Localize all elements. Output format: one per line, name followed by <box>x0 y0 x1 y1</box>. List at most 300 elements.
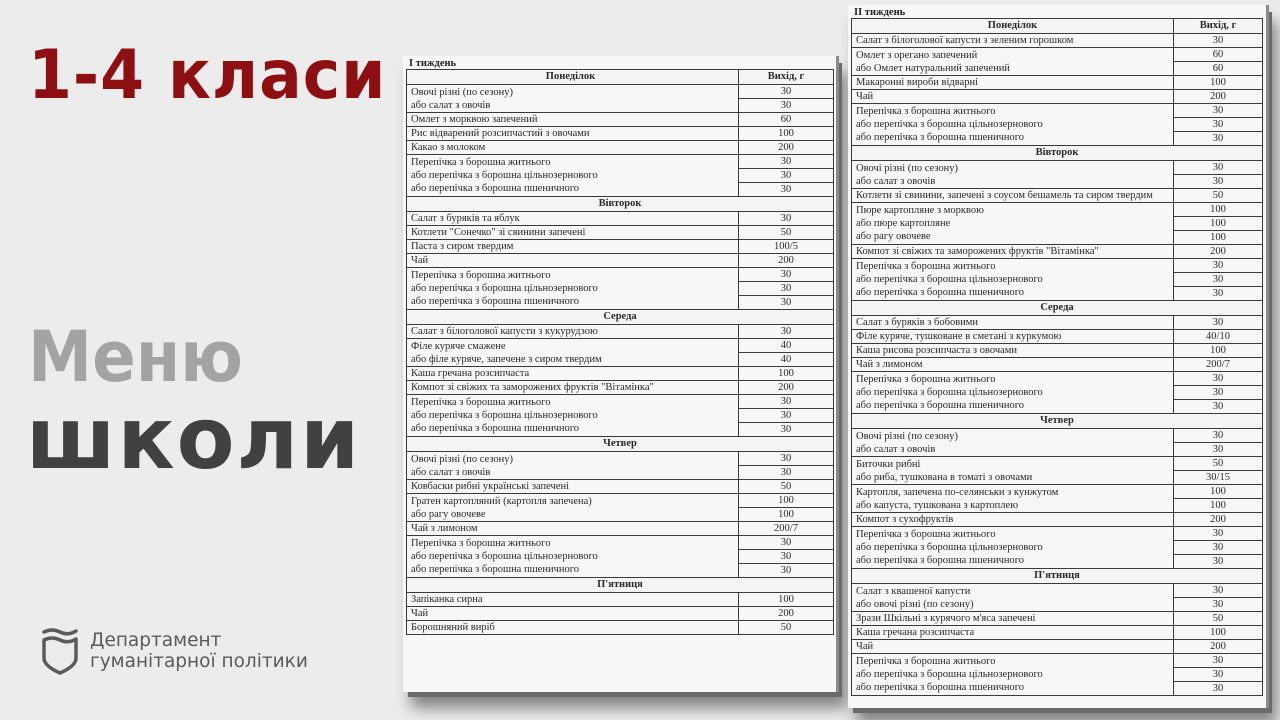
dish-cell <box>852 429 1174 457</box>
table-row <box>407 85 834 113</box>
dish-name: Чай <box>411 608 429 619</box>
dish-name: Ковбаски рибні українські запечені <box>411 481 569 492</box>
dish-name: Філе куряче смажене <box>411 340 506 352</box>
portion-grams: 30 <box>1174 442 1262 456</box>
dish-name: Овочі різні (по сезону) <box>411 453 514 465</box>
table-row <box>852 161 1263 189</box>
qty-column-header: Вихід, г <box>739 70 834 85</box>
dish-name: або салат з овочів <box>411 466 491 478</box>
dish-name: або перепічка з борошна цільнозернового <box>856 669 1043 680</box>
dish-cell <box>852 654 1174 696</box>
portion-grams: 30 <box>780 396 792 407</box>
portion-cell <box>739 522 834 536</box>
dish-name: Перепічка з борошна житнього <box>856 529 996 540</box>
portion-cell <box>739 593 834 607</box>
dish-cell <box>852 527 1174 569</box>
portion-grams: 30 <box>1212 317 1224 328</box>
table-row <box>407 367 834 381</box>
portion-grams: 30 <box>1174 597 1262 611</box>
portion-grams: 200 <box>778 382 794 393</box>
dish-name: Овочі різні (по сезону) <box>411 86 514 98</box>
day-name: Четвер <box>852 414 1263 429</box>
week1-menu-table <box>406 69 834 635</box>
portion-grams: 30 <box>780 537 792 548</box>
portion-cell <box>1174 34 1263 48</box>
portion-cell <box>739 325 834 339</box>
table-row <box>407 522 834 536</box>
dish-name: або пюре картопляне <box>856 218 951 229</box>
portion-cell <box>1174 654 1263 696</box>
shield-icon <box>40 626 80 676</box>
table-row <box>407 381 834 395</box>
portion-grams: 30 <box>739 563 833 577</box>
table-row <box>852 626 1263 640</box>
portion-grams: 100 <box>778 495 794 506</box>
table-row <box>852 457 1263 485</box>
portion-grams: 200 <box>778 142 794 153</box>
dish-cell <box>852 34 1174 48</box>
table-row <box>852 259 1263 301</box>
portion-cell <box>739 85 834 113</box>
portion-grams: 100/5 <box>774 241 798 252</box>
dish-name: або перепічка з борошна пшеничного <box>411 423 580 434</box>
portion-grams: 200 <box>778 255 794 266</box>
portion-grams: 30 <box>1174 540 1262 554</box>
dish-name: або салат з овочів <box>856 175 936 187</box>
dish-name: або перепічка з борошна пшеничного <box>856 132 1025 143</box>
portion-cell <box>1174 161 1263 189</box>
portion-grams: 30 <box>1212 430 1224 441</box>
dish-name: Каша рисова розсипчаста з овочами <box>856 345 1018 356</box>
portion-cell <box>1174 203 1263 245</box>
portion-cell <box>1174 429 1263 457</box>
table-row <box>407 113 834 127</box>
portion-grams: 100 <box>778 368 794 379</box>
portion-grams: 30 <box>1174 117 1262 131</box>
portion-grams: 200 <box>1210 91 1226 102</box>
table-row <box>852 330 1263 344</box>
portion-grams: 60 <box>1174 61 1262 75</box>
table-row <box>852 189 1263 203</box>
day-header-row <box>407 70 834 85</box>
portion-grams: 200/7 <box>774 523 798 534</box>
dish-cell <box>407 480 739 494</box>
dish-name: Рис відварений розсипчастий з овочами <box>411 128 590 139</box>
portion-cell <box>739 621 834 635</box>
portion-grams: 30 <box>1174 667 1262 681</box>
dish-name: або перепічка з борошна цільнозернового <box>856 387 1043 398</box>
table-row <box>407 268 834 310</box>
portion-grams: 30 <box>1212 585 1224 596</box>
table-row <box>407 141 834 155</box>
dish-name: Зрази Шкільні з курячого м'яса запечені <box>856 613 1036 624</box>
dish-cell <box>852 90 1174 104</box>
dish-name: або капуста, тушкована з картоплею <box>856 499 1019 511</box>
day-name: Понеділок <box>852 19 1174 34</box>
dish-name: Салат з білоголової капусти з кукурудзою <box>411 326 598 337</box>
dish-name: або філе куряче, запечене з сиром твердим <box>411 353 602 365</box>
portion-cell <box>1174 640 1263 654</box>
dish-name: Котлети зі свинини, запечені з соусом бешамель та сиром твердим <box>856 190 1153 201</box>
dish-cell <box>852 259 1174 301</box>
portion-grams: 30 <box>1174 681 1262 695</box>
dish-cell <box>852 104 1174 146</box>
dish-cell <box>407 85 739 113</box>
portion-grams: 30 <box>1174 174 1262 188</box>
portion-cell <box>739 113 834 127</box>
portion-grams: 30 <box>1174 385 1262 399</box>
portion-grams: 30 <box>780 86 792 97</box>
dish-name: або рагу овочеве <box>856 231 931 242</box>
dish-cell <box>852 372 1174 414</box>
portion-cell <box>739 536 834 578</box>
portion-cell <box>739 607 834 621</box>
portion-grams: 50 <box>780 227 792 238</box>
dish-name: або перепічка з борошна пшеничного <box>856 555 1025 566</box>
portion-cell <box>1174 48 1263 76</box>
portion-grams: 200 <box>1210 246 1226 257</box>
portion-grams: 50 <box>1212 613 1224 624</box>
table-row <box>852 429 1263 457</box>
portion-grams: 30 <box>780 453 792 464</box>
portion-cell <box>739 367 834 381</box>
dish-cell <box>407 593 739 607</box>
dish-cell <box>852 640 1174 654</box>
dish-cell <box>852 457 1174 485</box>
portion-cell <box>1174 316 1263 330</box>
day-name: Середа <box>852 301 1263 316</box>
dish-name: Чай з лимоном <box>856 359 923 370</box>
dish-cell <box>407 254 739 268</box>
portion-grams: 100 <box>739 507 833 521</box>
day-name: П'ятниця <box>852 569 1263 584</box>
portion-grams: 30 <box>739 408 833 422</box>
portion-grams: 30 <box>739 98 833 112</box>
portion-cell <box>739 339 834 367</box>
dish-cell <box>407 621 739 635</box>
dish-name: або перепічка з борошна цільнозернового <box>411 551 598 562</box>
table-row <box>852 654 1263 696</box>
portion-grams: 30 <box>739 168 833 182</box>
portion-cell <box>1174 612 1263 626</box>
portion-cell <box>739 395 834 437</box>
table-row <box>407 155 834 197</box>
qty-column-header: Вихід, г <box>1174 19 1263 34</box>
dish-cell <box>407 268 739 310</box>
table-row <box>407 127 834 141</box>
portion-cell <box>1174 344 1263 358</box>
week2-menu-table <box>851 18 1263 696</box>
dish-name: Перепічка з борошна житнього <box>411 157 551 168</box>
dish-cell <box>852 48 1174 76</box>
dish-name: Компот з сухофруктів <box>856 514 954 525</box>
day-header-row <box>407 197 834 212</box>
dish-name: Пюре картопляне з морквою <box>856 205 984 216</box>
dish-name: або перепічка з борошна цільнозернового <box>856 119 1043 130</box>
dish-name: Омлет з морквою запечений <box>411 114 538 125</box>
day-header-row <box>852 301 1263 316</box>
portion-grams: 200 <box>1210 514 1226 525</box>
portion-cell <box>739 254 834 268</box>
portion-grams: 40 <box>780 340 792 351</box>
dish-cell <box>407 395 739 437</box>
day-header-row <box>407 310 834 325</box>
portion-grams: 30 <box>1174 554 1262 568</box>
table-row <box>407 621 834 635</box>
portion-cell <box>1174 485 1263 513</box>
day-name: П'ятниця <box>407 578 834 593</box>
dish-name: або перепічка з борошна пшеничного <box>411 296 580 307</box>
portion-grams: 30 <box>780 156 792 167</box>
portion-grams: 50 <box>1212 190 1224 201</box>
dish-name: Чай <box>856 641 874 652</box>
dish-cell <box>407 226 739 240</box>
portion-cell <box>739 268 834 310</box>
table-row <box>852 584 1263 612</box>
table-row <box>852 513 1263 527</box>
portion-cell <box>1174 259 1263 301</box>
dish-name: Борошняний виріб <box>411 622 495 633</box>
portion-grams: 30 <box>739 465 833 479</box>
portion-grams: 30 <box>739 549 833 563</box>
dish-cell <box>852 344 1174 358</box>
dish-name: або перепічка з борошна цільнозернового <box>411 283 598 294</box>
table-row <box>407 480 834 494</box>
portion-cell <box>739 381 834 395</box>
day-header-row <box>852 569 1263 584</box>
day-header-row <box>852 146 1263 161</box>
table-row <box>852 358 1263 372</box>
table-row <box>852 316 1263 330</box>
dish-name: Паста з сиром твердим <box>411 241 514 252</box>
table-row <box>407 593 834 607</box>
day-name: Вівторок <box>852 146 1263 161</box>
table-row <box>407 339 834 367</box>
portion-cell <box>1174 330 1263 344</box>
dish-name: Салат з буряків з бобовими <box>856 317 979 328</box>
dish-name: або перепічка з борошна пшеничного <box>856 287 1025 298</box>
dish-name: Перепічка з борошна житнього <box>411 538 551 549</box>
portion-grams: 30 <box>1174 286 1262 300</box>
portion-grams: 200/7 <box>1206 359 1230 370</box>
portion-grams: 30 <box>739 281 833 295</box>
department-logo <box>40 626 308 676</box>
dish-cell <box>852 316 1174 330</box>
dish-name: Картопля, запечена по-селянськи з кунжутом <box>856 486 1059 498</box>
day-name: Четвер <box>407 437 834 452</box>
dish-name: Овочі різні (по сезону) <box>856 162 959 174</box>
dish-cell <box>407 212 739 226</box>
dish-name: Омлет з орегано запечений <box>856 49 978 61</box>
portion-cell <box>1174 626 1263 640</box>
portion-cell <box>739 226 834 240</box>
portion-grams: 100 <box>1174 498 1262 512</box>
dish-name: Овочі різні (по сезону) <box>856 430 959 442</box>
dish-cell <box>407 522 739 536</box>
dish-name: або рагу овочеве <box>411 508 486 520</box>
portion-grams: 30 <box>739 295 833 309</box>
week1-label: І тиждень <box>409 58 457 69</box>
dish-name: або перепічка з борошна цільнозернового <box>411 410 598 421</box>
table-row <box>852 527 1263 569</box>
table-row <box>852 245 1263 259</box>
portion-grams: 30 <box>1174 131 1262 145</box>
dish-name: або перепічка з борошна цільнозернового <box>856 542 1043 553</box>
table-row <box>407 254 834 268</box>
department-name: Департамент гуманітарної політики <box>90 630 308 672</box>
dish-name: або овочі різні (по сезону) <box>856 598 974 610</box>
portion-cell <box>739 212 834 226</box>
dish-name: Гратен картопляний (картопля запечена) <box>411 495 592 507</box>
table-row <box>407 607 834 621</box>
table-row <box>407 240 834 254</box>
portion-cell <box>1174 104 1263 146</box>
dish-name: або салат з овочів <box>856 443 936 455</box>
dish-name: Перепічка з борошна житнього <box>411 397 551 408</box>
portion-cell <box>739 480 834 494</box>
table-row <box>852 344 1263 358</box>
dish-name: Салат з буряків та яблук <box>411 213 520 224</box>
table-row <box>852 372 1263 414</box>
dish-cell <box>852 513 1174 527</box>
table-row <box>407 325 834 339</box>
portion-cell <box>1174 90 1263 104</box>
week2-label: ІІ тиждень <box>854 7 906 18</box>
portion-grams: 60 <box>1212 49 1224 60</box>
portion-grams: 30 <box>1212 105 1224 116</box>
dish-cell <box>407 381 739 395</box>
dish-cell <box>852 76 1174 90</box>
day-header-row <box>407 437 834 452</box>
dish-cell <box>852 245 1174 259</box>
portion-grams: 30 <box>1212 528 1224 539</box>
dish-name: Перепічка з борошна житнього <box>856 261 996 272</box>
portion-grams: 100 <box>778 594 794 605</box>
dish-name: або перепічка з борошна пшеничного <box>411 183 580 194</box>
portion-grams: 100 <box>1210 486 1226 497</box>
day-header-row <box>852 19 1263 34</box>
portion-cell <box>1174 358 1263 372</box>
dish-name: або перепічка з борошна цільнозернового <box>856 274 1043 285</box>
dish-name: Запіканка сирна <box>411 594 483 605</box>
portion-grams: 30 <box>1212 373 1224 384</box>
portion-grams: 30 <box>1212 260 1224 271</box>
dish-cell <box>852 203 1174 245</box>
portion-cell <box>739 141 834 155</box>
portion-grams: 100 <box>1210 627 1226 638</box>
dish-name: або риба, тушкована в томаті з овочами <box>856 471 1033 483</box>
dish-name: Биточки рибні <box>856 458 921 470</box>
dish-name: Перепічка з борошна житнього <box>411 270 551 281</box>
portion-grams: 60 <box>780 114 792 125</box>
dish-name: Перепічка з борошна житнього <box>856 374 996 385</box>
day-header-row <box>852 414 1263 429</box>
table-row <box>852 612 1263 626</box>
portion-grams: 40/10 <box>1206 331 1230 342</box>
dish-name: Салат з квашеної капусти <box>856 585 971 597</box>
table-row <box>852 104 1263 146</box>
table-row <box>852 640 1263 654</box>
dish-name: або салат з овочів <box>411 99 491 111</box>
dish-name: Чай <box>856 91 874 102</box>
dish-cell <box>407 240 739 254</box>
portion-cell <box>739 452 834 480</box>
portion-grams: 30/15 <box>1174 470 1262 484</box>
portion-grams: 50 <box>780 622 792 633</box>
portion-grams: 30 <box>1174 399 1262 413</box>
portion-grams: 100 <box>1210 345 1226 356</box>
portion-grams: 30 <box>739 182 833 196</box>
week2-menu-document <box>848 5 1269 708</box>
dish-cell <box>852 330 1174 344</box>
portion-grams: 30 <box>1212 655 1224 666</box>
day-name: Понеділок <box>407 70 739 85</box>
portion-cell <box>739 127 834 141</box>
dish-name: Перепічка з борошна житнього <box>856 106 996 117</box>
dish-name: Чай з лимоном <box>411 523 478 534</box>
dish-name: або перепічка з борошна пшеничного <box>411 564 580 575</box>
dish-name: Філе куряче, тушковане в сметані з куркумою <box>856 331 1062 342</box>
portion-grams: 30 <box>739 422 833 436</box>
grade-title: 1-4 класи <box>28 36 387 115</box>
portion-grams: 30 <box>1212 162 1224 173</box>
dish-cell <box>852 626 1174 640</box>
dish-cell <box>407 113 739 127</box>
dish-cell <box>852 189 1174 203</box>
menu-title: Меню <box>28 316 243 398</box>
dish-name: Какао з молоком <box>411 142 486 153</box>
dish-cell <box>852 584 1174 612</box>
portion-grams: 30 <box>780 326 792 337</box>
portion-cell <box>1174 527 1263 569</box>
dish-name: або Омлет натуральний запечений <box>856 62 1010 74</box>
portion-cell <box>1174 372 1263 414</box>
dish-name: Каша гречана розсипчаста <box>856 627 975 638</box>
dish-cell <box>407 141 739 155</box>
table-row <box>852 203 1263 245</box>
dish-name: Салат з білоголової капусти з зеленим горошком <box>856 35 1074 46</box>
dish-cell <box>407 325 739 339</box>
dish-name: Каша гречана розсипчаста <box>411 368 530 379</box>
portion-cell <box>1174 513 1263 527</box>
dish-cell <box>407 127 739 141</box>
portion-grams: 30 <box>780 213 792 224</box>
portion-grams: 40 <box>739 352 833 366</box>
portion-cell <box>1174 457 1263 485</box>
dish-cell <box>852 161 1174 189</box>
dish-name: Чай <box>411 255 429 266</box>
table-row <box>852 90 1263 104</box>
portion-cell <box>739 494 834 522</box>
school-title: школи <box>26 389 362 489</box>
dish-cell <box>852 485 1174 513</box>
dish-name: Котлети "Сонечко" зі свинини запечені <box>411 227 586 238</box>
portion-cell <box>1174 584 1263 612</box>
table-row <box>852 34 1263 48</box>
portion-grams: 100 <box>1174 230 1262 244</box>
portion-grams: 100 <box>1210 77 1226 88</box>
portion-grams: 200 <box>778 608 794 619</box>
table-row <box>852 48 1263 76</box>
portion-grams: 30 <box>780 269 792 280</box>
table-row <box>852 76 1263 90</box>
portion-grams: 50 <box>780 481 792 492</box>
dish-name: або перепічка з борошна цільнозернового <box>411 170 598 181</box>
portion-cell <box>739 155 834 197</box>
table-row <box>407 212 834 226</box>
portion-cell <box>739 240 834 254</box>
portion-grams: 50 <box>1212 458 1224 469</box>
